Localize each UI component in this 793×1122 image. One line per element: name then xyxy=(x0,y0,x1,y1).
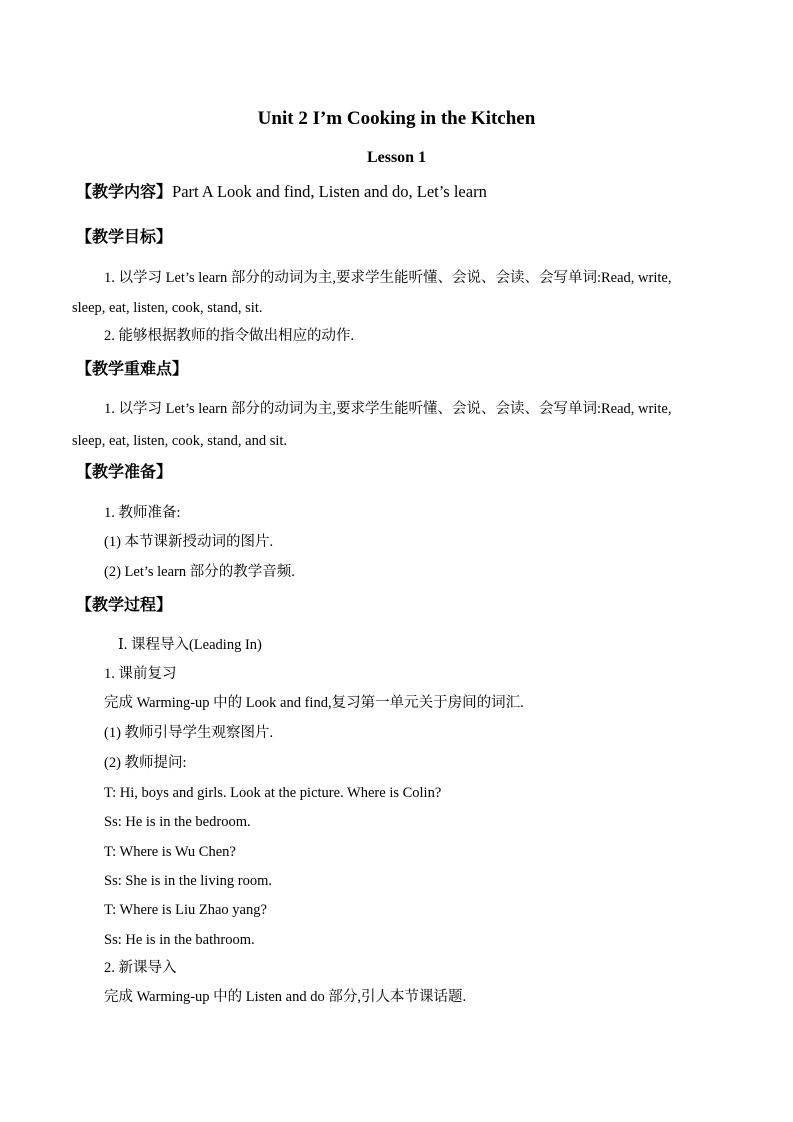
content-heading: 【教学内容】 xyxy=(76,182,173,201)
lesson-subtitle: Lesson 1 xyxy=(366,149,427,166)
objective-item-1-line-1: 1. 以学习 Let’s learn 部分的动词为主,要求学生能听懂、会说、会读、会写单词:Read, write, xyxy=(104,270,672,286)
process-step-1-desc: 完成 Warming-up 中的 Look and find,复习第一单元关于房间的词汇. xyxy=(104,695,524,711)
objective-item-1-line-2: sleep, eat, listen, cook, stand, sit. xyxy=(72,300,263,316)
key-point-item-1-line-2: sleep, eat, listen, cook, stand, and sit. xyxy=(72,433,288,449)
dialogue-line: T: Where is Wu Chen? xyxy=(104,844,236,860)
dialogue-line: Ss: He is in the bedroom. xyxy=(104,814,251,830)
process-step-1: 1. 课前复习 xyxy=(104,666,177,682)
document-title: Unit 2 I’m Cooking in the Kitchen xyxy=(257,108,536,129)
objective-item-2: 2. 能够根据教师的指令做出相应的动作. xyxy=(104,328,355,344)
preparation-sub-1: (1) 本节课新授动词的图片. xyxy=(104,534,274,550)
dialogue-line: Ss: She is in the living room. xyxy=(104,873,272,889)
key-point-item-1-line-1: 1. 以学习 Let’s learn 部分的动词为主,要求学生能听懂、会说、会读、会写单词:Read, write, xyxy=(104,401,672,417)
process-step-1-sub-1: (1) 教师引导学生观察图片. xyxy=(104,725,274,741)
dialogue-line: T: Where is Liu Zhao yang? xyxy=(104,902,267,918)
objectives-heading: 【教学目标】 xyxy=(76,227,173,246)
process-section-1: Ⅰ. 课程导入(Leading In) xyxy=(118,637,262,653)
process-step-2: 2. 新课导入 xyxy=(104,960,177,976)
preparation-heading: 【教学准备】 xyxy=(76,462,173,481)
key-points-heading: 【教学重难点】 xyxy=(76,359,189,378)
preparation-item-1: 1. 教师准备: xyxy=(104,505,181,521)
process-step-1-sub-2: (2) 教师提问: xyxy=(104,755,187,771)
process-step-2-desc: 完成 Warming-up 中的 Listen and do 部分,引人本节课话题. xyxy=(104,989,467,1005)
dialogue-line: Ss: He is in the bathroom. xyxy=(104,932,255,948)
process-heading: 【教学过程】 xyxy=(76,595,173,614)
content-text: Part A Look and find, Listen and do, Let’s learn xyxy=(172,182,487,201)
dialogue-line: T: Hi, boys and girls. Look at the picture. Where is Colin? xyxy=(104,785,442,801)
preparation-sub-2: (2) Let’s learn 部分的教学音频. xyxy=(104,564,295,580)
content-section xyxy=(76,180,487,204)
